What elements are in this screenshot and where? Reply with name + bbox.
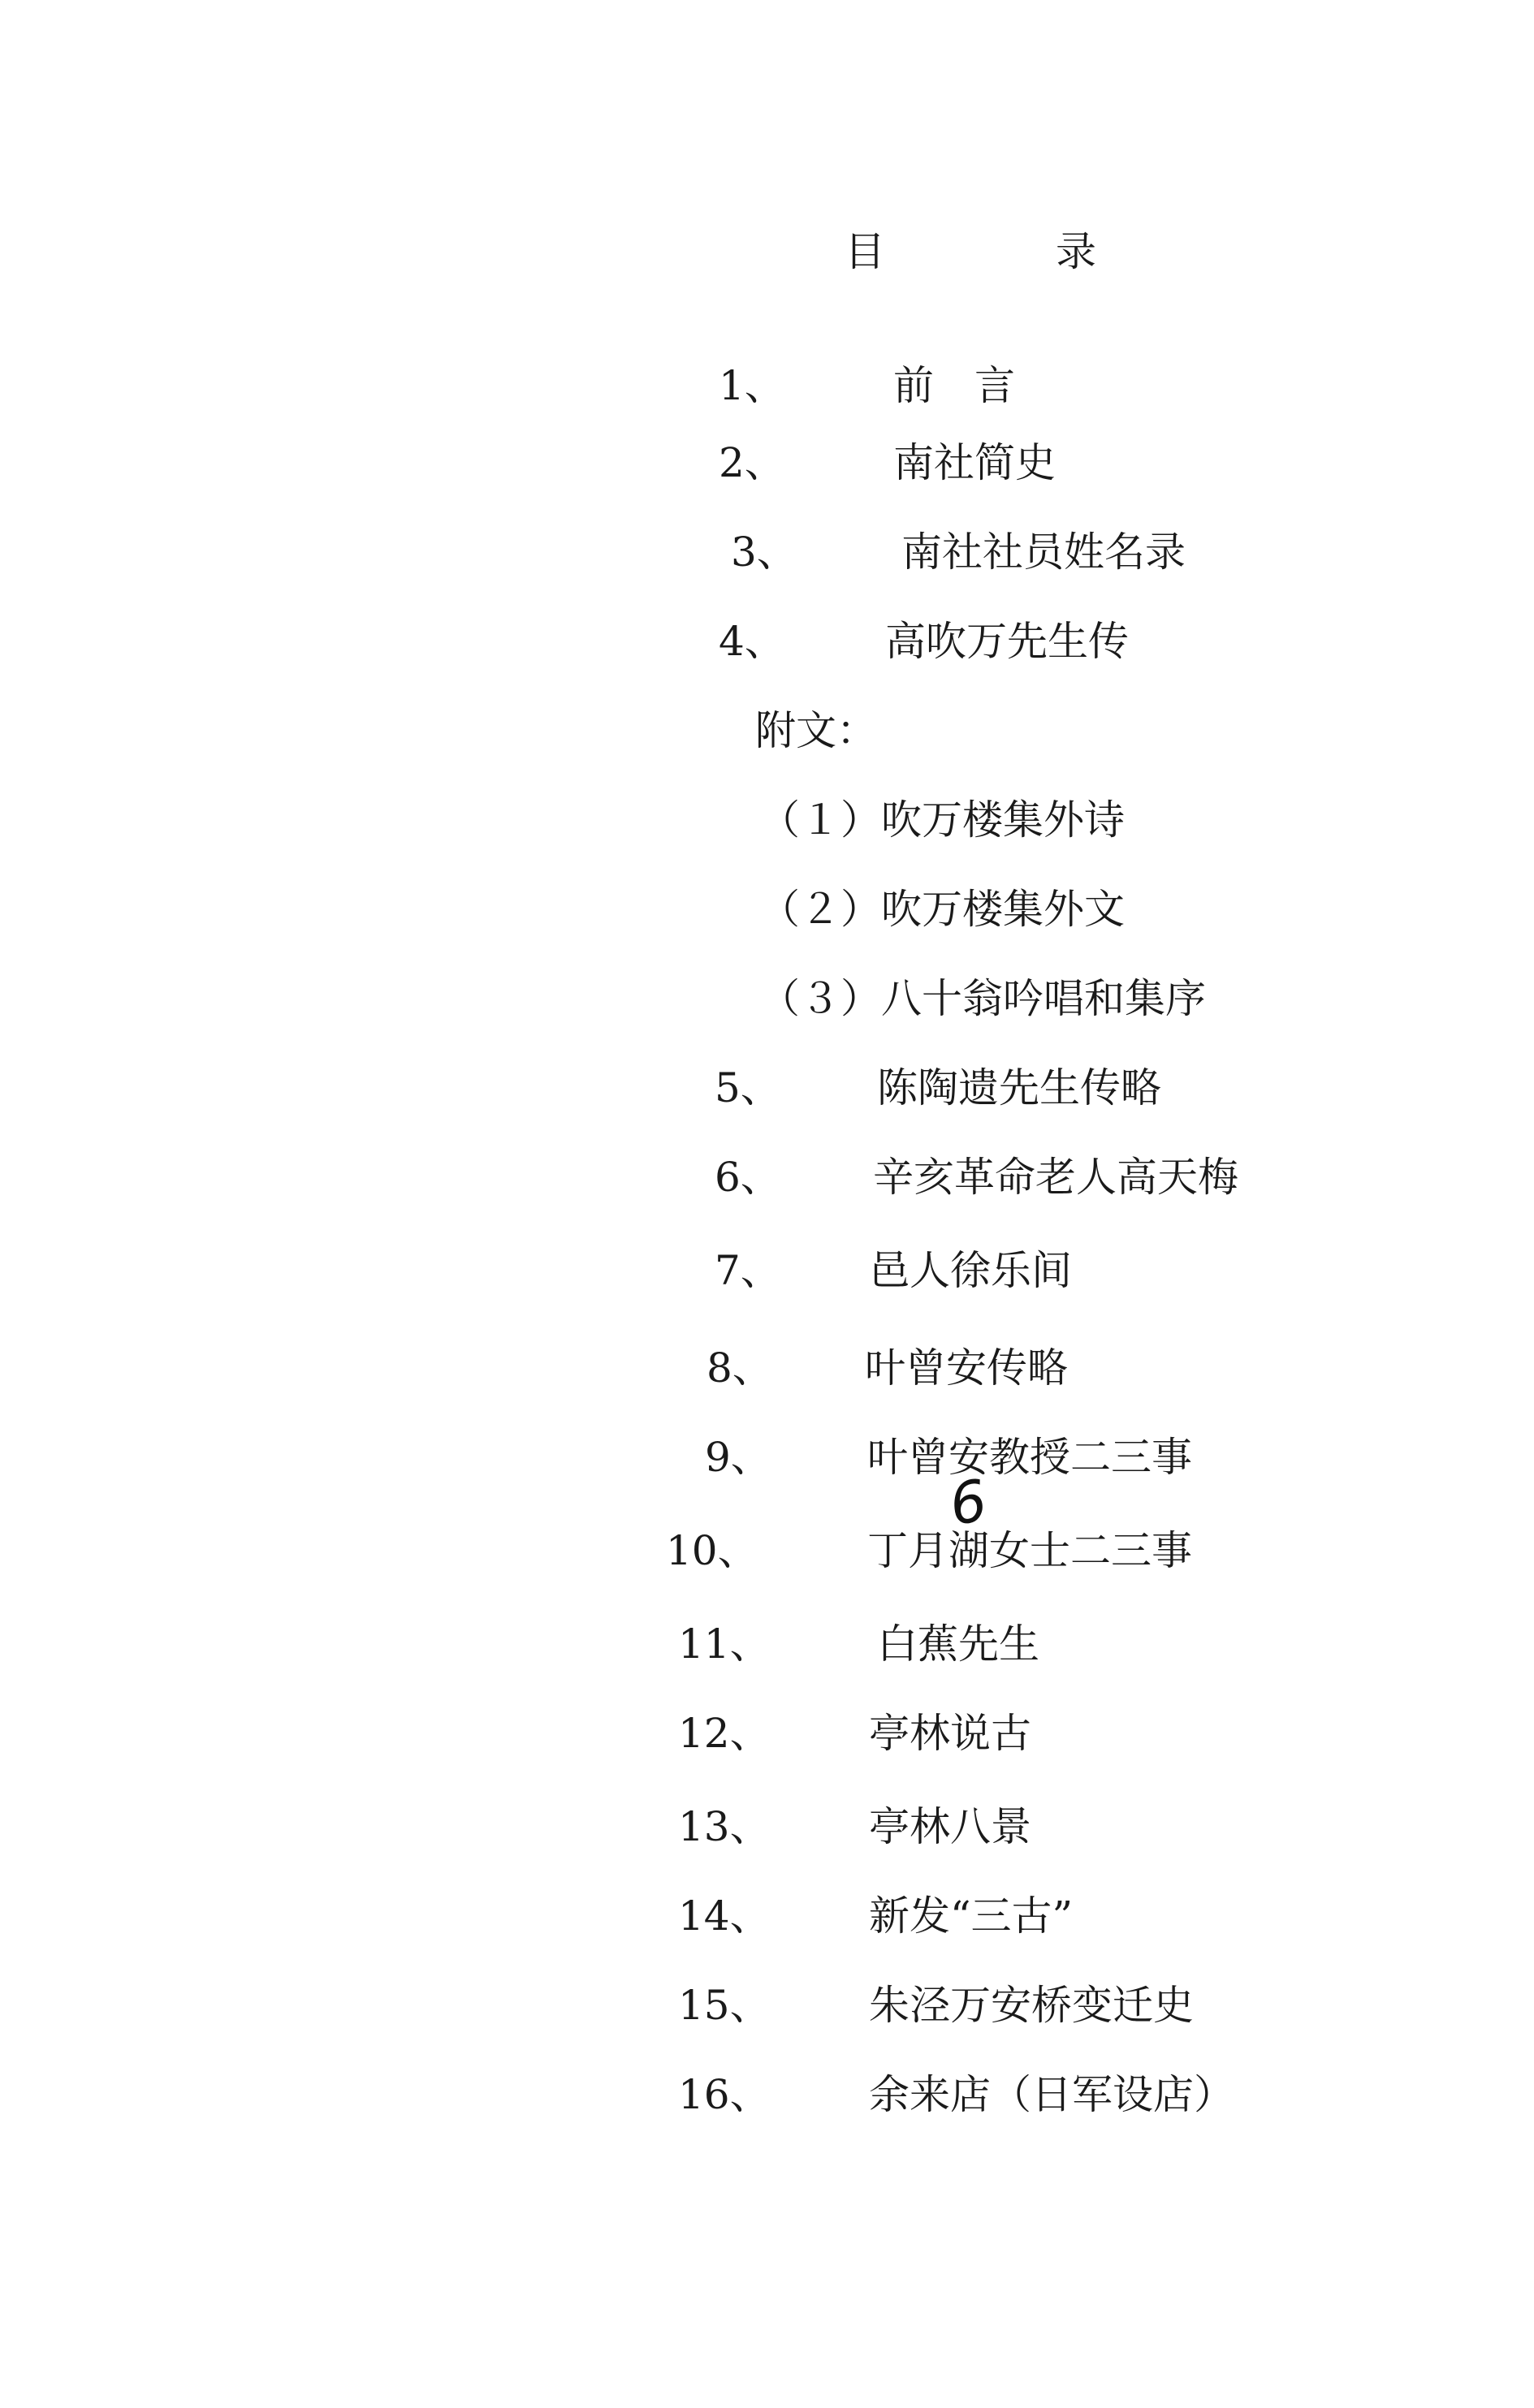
toc-item-title: 陈陶遗先生传略 <box>877 1064 1161 1111</box>
toc-item-number: 6、 <box>715 1154 781 1201</box>
toc-item-title: 新发“三古” <box>869 1892 1074 1940</box>
toc-item-title: （２）吹万楼集外文 <box>759 886 1125 933</box>
toc-item-number: 4、 <box>719 618 785 665</box>
toc-item-title: 南社简史 <box>893 439 1056 486</box>
toc-item-title: 前 言 <box>893 362 1015 409</box>
title-left: 目 <box>845 228 887 275</box>
toc-item-number: 1、 <box>719 362 785 409</box>
toc-item-title: 南社社员姓名录 <box>901 529 1186 576</box>
toc-item-number: 12、 <box>678 1710 771 1757</box>
toc-item-number: 9、 <box>705 1434 771 1481</box>
toc-item-title: 叶曾安传略 <box>865 1344 1068 1392</box>
toc-item-title: 亭林八景 <box>869 1803 1031 1850</box>
toc-item-number: 3、 <box>731 529 797 576</box>
toc-item-number: 8、 <box>707 1344 773 1392</box>
toc-item-title: （３）八十翁吟唱和集序 <box>759 975 1206 1022</box>
title-right: 录 <box>1056 228 1098 275</box>
toc-item-title: 高吹万先生传 <box>885 618 1129 665</box>
toc-item-number: 11、 <box>678 1620 771 1668</box>
toc-item-number: 2、 <box>719 439 785 486</box>
toc-item-title: 朱泾万安桥变迁史 <box>869 1982 1194 2029</box>
handwritten-page-mark: 6 <box>944 1466 992 1539</box>
toc-item-number: 16、 <box>678 2071 771 2118</box>
toc-item-number: 14、 <box>678 1892 771 1940</box>
toc-item-title: 余来店（日军设店） <box>869 2071 1234 2118</box>
toc-item-title: 白蕉先生 <box>877 1620 1039 1668</box>
toc-item-number: 13、 <box>678 1803 771 1850</box>
toc-item-number: 15、 <box>678 1982 771 2029</box>
toc-item-number: 7、 <box>715 1247 781 1294</box>
toc-item-title: （１）吹万楼集外诗 <box>759 796 1125 844</box>
toc-item-number: 5、 <box>715 1064 781 1111</box>
toc-item-title: 邑人徐乐间 <box>869 1247 1072 1294</box>
toc-item-title: 丁月湖女士二三事 <box>867 1527 1192 1574</box>
toc-item-title: 附文： <box>755 707 877 754</box>
toc-item-number: 10、 <box>666 1527 758 1574</box>
toc-item-title: 亭林说古 <box>869 1710 1031 1757</box>
toc-item-title: 辛亥革命老人高天梅 <box>873 1154 1238 1201</box>
toc-item-title: 叶曾安教授二三事 <box>867 1434 1192 1481</box>
